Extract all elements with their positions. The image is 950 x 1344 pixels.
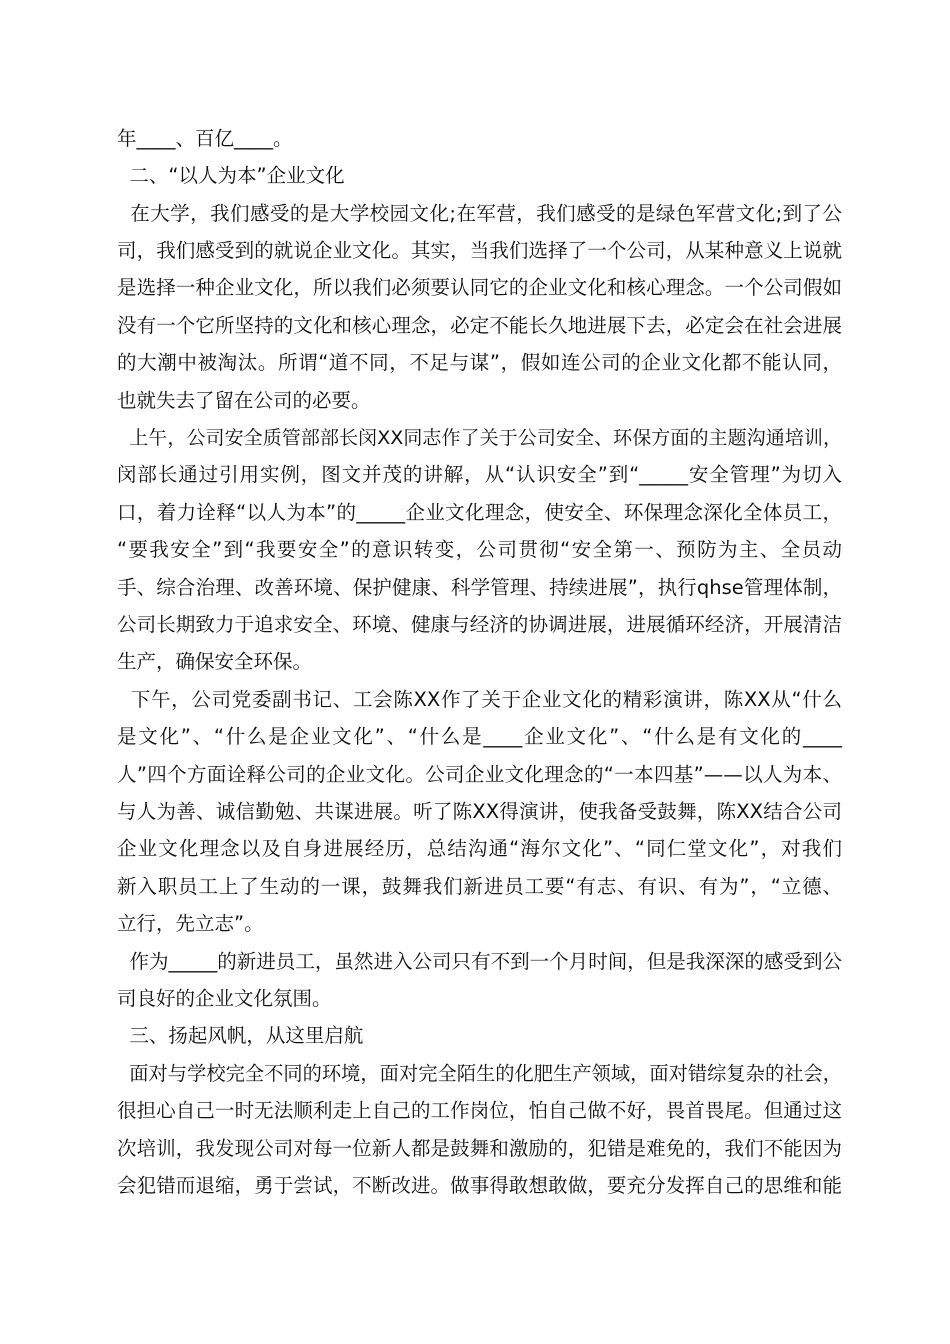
text-line-16: 下午，公司党委副书记、工会陈XX作了关于企业文化的精彩演讲，陈XX从“什么	[117, 688, 842, 711]
text-line-28: 次培训，我发现公司对每一位新人都是鼓舞和激励的，犯错是难免的，我们不能因为	[117, 1137, 842, 1160]
text-line-26: 面对与学校完全不同的环境，面对完全陌生的化肥生产领域，面对错综复杂的社会，	[117, 1062, 842, 1085]
text-line-6: 没有一个它所坚持的文化和核心理念，必定不能长久地进展下去，必定会在社会进展	[117, 314, 842, 337]
text-line-13: 手、综合治理、改善环境、保护健康、科学管理、持续进展”，执行qhse管理体制，	[117, 576, 842, 599]
text-line-24: 司良好的企业文化氛围。	[117, 987, 332, 1010]
text-line-17: 是文化”、“什么是企业文化”、“什么是____企业文化”、“什么是有文化的____	[117, 725, 842, 748]
text-line-18: 人”四个方面诠释公司的企业文化。公司企业文化理念的“一本四基”——以人为本、	[117, 763, 842, 786]
text-line-5: 是选择一种企业文化，所以我们必须要认同它的企业文化和核心理念。一个公司假如	[117, 276, 842, 299]
text-line-10: 闵部长通过引用实例，图文并茂的讲解，从“认识安全”到“_____安全管理”为切入	[117, 463, 842, 486]
text-line-20: 企业文化理念以及自身进展经历，总结沟通“海尔文化”、“同仁堂文化”，对我们	[117, 837, 842, 860]
text-line-3: 在大学，我们感受的是大学校园文化;在军营，我们感受的是绿色军营文化;到了公	[117, 202, 842, 225]
text-line-1: 年____、百亿____。	[117, 127, 293, 150]
text-line-15: 生产，确保安全环保。	[117, 650, 313, 673]
text-line-29: 会犯错而退缩，勇于尝试，不断改进。做事得敢想敢做，要充分发挥自己的思维和能	[117, 1174, 842, 1197]
text-line-22: 立行，先立志”。	[117, 912, 264, 935]
section-heading-25: 三、扬起风帆，从这里启航	[117, 1024, 364, 1047]
text-line-12: “要我安全”到“我要安全”的意识转变，公司贯彻“安全第一、预防为主、全员动	[117, 538, 842, 561]
text-line-14: 公司长期致力于追求安全、环境、健康与经济的协调进展，进展循环经济，开展清洁	[117, 613, 842, 636]
text-line-23: 作为_____的新进员工，虽然进入公司只有不到一个月时间，但是我深深的感受到公	[117, 950, 842, 973]
text-line-21: 新入职员工上了生动的一课，鼓舞我们新进员工要“有志、有识、有为”，“立德、	[117, 875, 842, 898]
text-line-9: 上午，公司安全质管部部长闵XX同志作了关于公司安全、环保方面的主题沟通培训，	[117, 427, 842, 449]
text-line-7: 的大潮中被淘汰。所谓“道不同，不足与谋”，假如连公司的企业文化都不能认同，	[117, 351, 842, 374]
text-line-8: 也就失去了留在公司的必要。	[117, 389, 371, 412]
text-line-27: 很担心自己一时无法顺利走上自己的工作岗位，怕自己做不好，畏首畏尾。但通过这	[117, 1099, 842, 1122]
text-line-11: 口，着力诠释“以人为本”的_____企业文化理念，使安全、环保理念深化全体员工，	[117, 501, 842, 524]
section-heading-2: 二、“以人为本”企业文化	[117, 164, 345, 187]
text-line-19: 与人为善、诚信勤勉、共谋进展。听了陈XX得演讲，使我备受鼓舞，陈XX结合公司	[117, 800, 842, 823]
text-line-4: 司，我们感受到的就说企业文化。其实，当我们选择了一个公司，从某种意义上说就	[117, 239, 842, 262]
